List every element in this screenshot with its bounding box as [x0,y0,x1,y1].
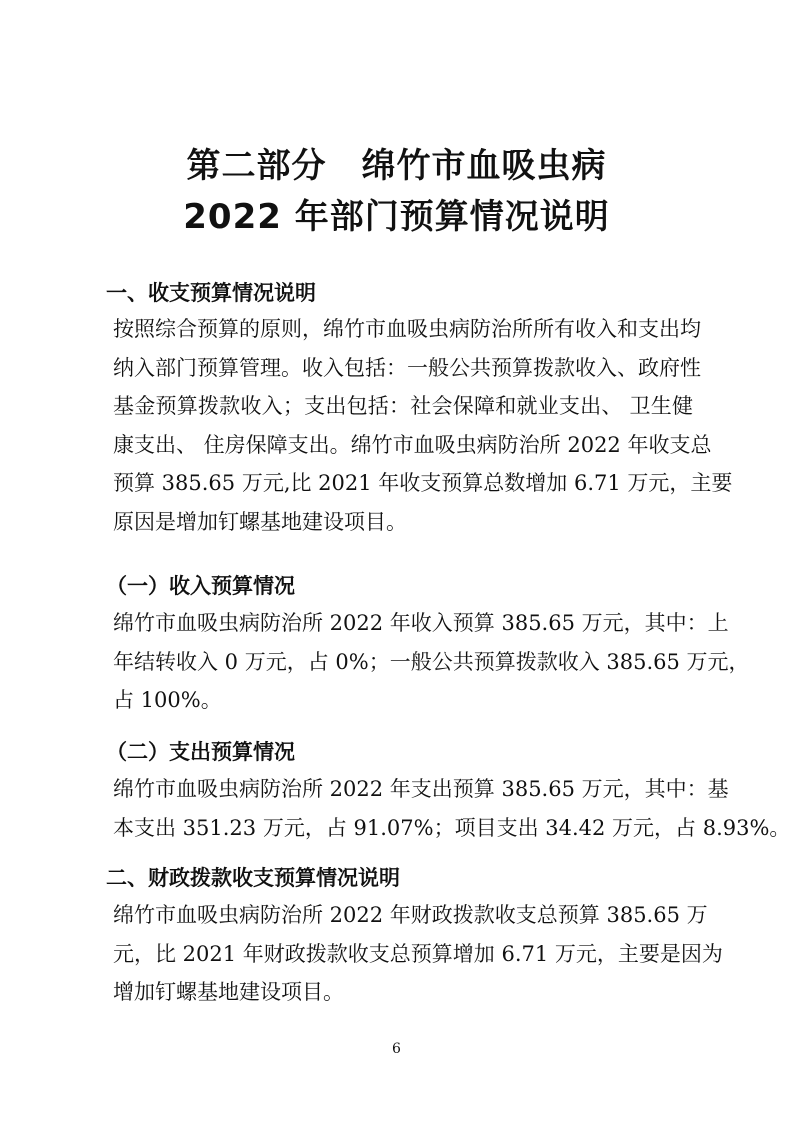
paragraph-line: 纳入部门预算管理。收入包括：一般公共预算拨款收入、政府性 [113,355,701,380]
paragraph-line: 原因是增加钉螺基地建设项目。 [113,509,407,534]
paragraph-line: 按照综合预算的原则，绵竹市血吸虫病防治所所有收入和支出均 [113,317,701,341]
page-number: 6 [392,1041,401,1057]
paragraph-line: 增加钉螺基地建设项目。 [113,980,344,1004]
section-1-paragraph [113,310,733,541]
paragraph-line: 绵竹市血吸虫病防治所 2022 年财政拨款收支总预算 385.65 万 [113,903,708,927]
section-2-heading: 二、财政拨款收支预算情况说明 [106,866,400,890]
paragraph-line: 绵竹市血吸虫病防治所 2022 年支出预算 385.65 万元，其中：基 [113,777,729,801]
paragraph-line: 基金预算拨款收入；支出包括：社会保障和就业支出、 卫生健 [113,394,693,418]
page-title-line-2: 2022 年部门预算情况说明 [183,197,610,237]
subsection-2-paragraph [113,770,791,847]
paragraph-line: 绵竹市血吸虫病防治所 2022 年收入预算 385.65 万元，其中：上 [113,611,729,635]
paragraph-line: 元，比 2021 年财政拨款收支总预算增加 6.71 万元，主要是因为 [113,941,723,966]
section-1-heading: 一、收支预算情况说明 [106,281,316,305]
section-2-paragraph [113,896,723,1012]
paragraph-line: 占 100%。 [113,688,222,712]
page-title-line-1: 第二部分 绵竹市血吸虫病 [186,146,607,186]
subsection-1-heading: （一）收入预算情况 [106,574,295,598]
subsection-1-paragraph [113,604,750,720]
paragraph-line: 年结转收入 0 万元，占 0%；一般公共预算拨款收入 385.65 万元， [113,649,750,674]
paragraph-line: 康支出、 住房保障支出。绵竹市血吸虫病防治所 2022 年收支总 [113,432,712,457]
subsection-2-heading: （二）支出预算情况 [106,740,295,764]
paragraph-line: 本支出 351.23 万元，占 91.07%；项目支出 34.42 万元，占 8.93%。 [113,815,791,840]
paragraph-line: 预算 385.65 万元,比 2021 年收支预算总数增加 6.71 万元，主要 [113,471,733,495]
